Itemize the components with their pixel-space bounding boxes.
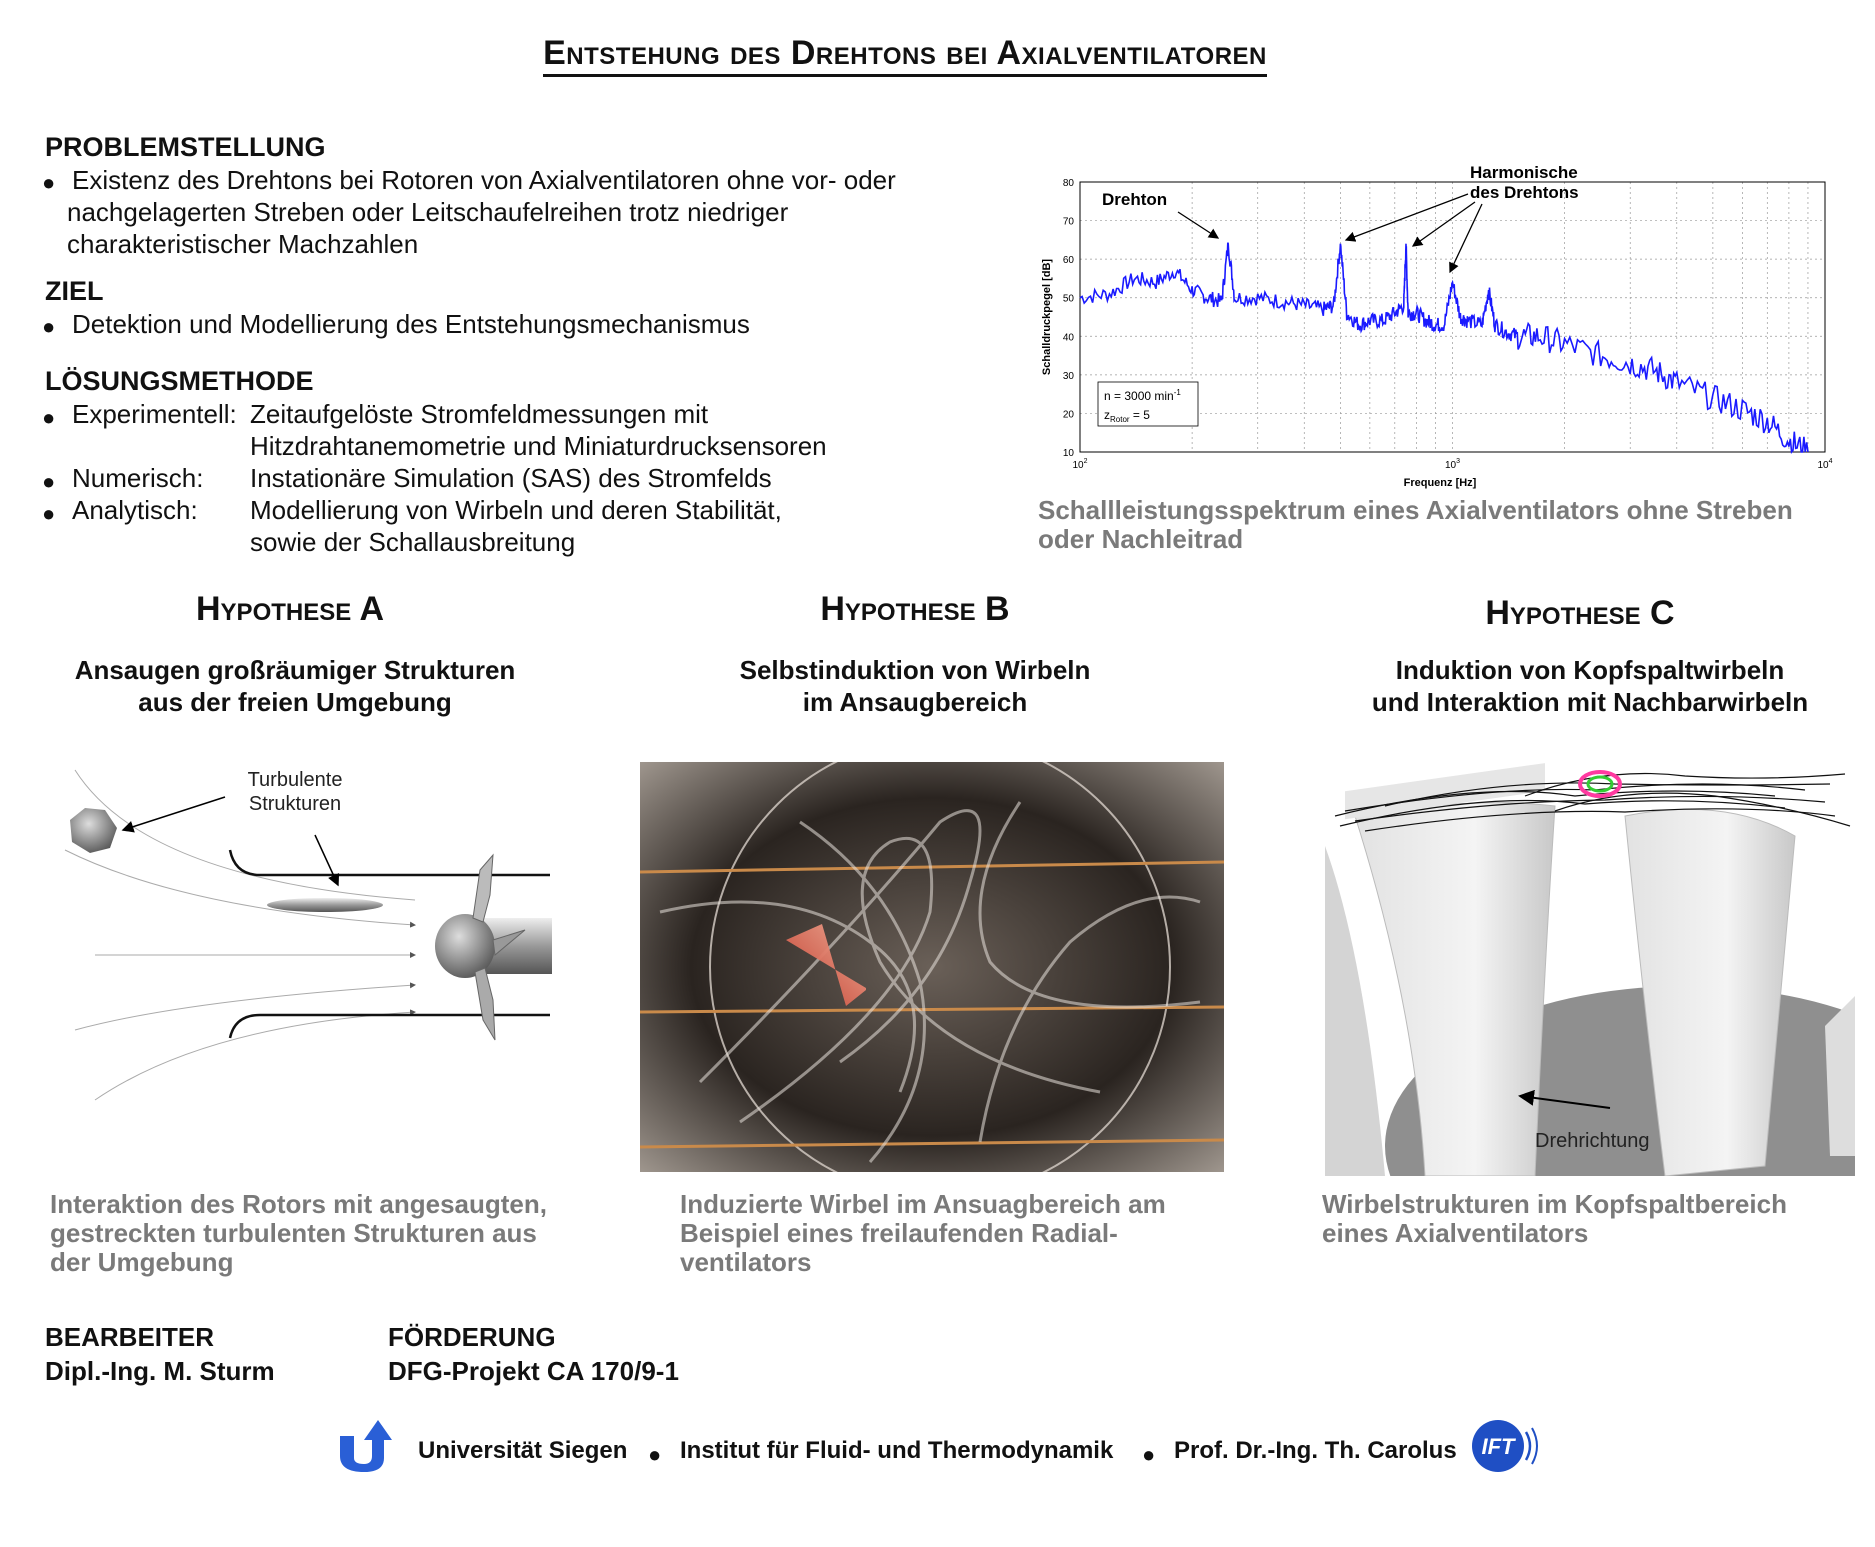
streamline [65, 850, 415, 925]
chart-caption-line: oder Nachleitrad [1038, 524, 1244, 554]
label-strukturen: Strukturen [248, 793, 342, 815]
method-text: Modellierung von Wirbeln und deren Stabilität, [250, 495, 782, 525]
hypothesis-c-simulation [1325, 756, 1855, 1176]
ift-logo-icon [1472, 1418, 1542, 1474]
stretched-structure [267, 898, 383, 912]
chart-caption [1038, 496, 1858, 554]
page-title [0, 34, 1810, 73]
turbulent-structure-blob [70, 808, 117, 853]
bullet: ● [42, 170, 56, 195]
bullet: ● [42, 405, 56, 430]
y-tick-label: 50 [1062, 293, 1074, 305]
caption-line: Induzierte Wirbel im Ansuagbereich am [680, 1189, 1166, 1219]
subtitle-line: aus der freien Umgebung [138, 687, 452, 717]
x-tick-labels [1072, 458, 1832, 471]
streamline [75, 770, 415, 900]
subtitle-line: Selbstinduktion von Wirbeln [739, 655, 1091, 685]
method-text: sowie der Schallausbreitung [250, 527, 576, 557]
caption-line: gestreckten turbulenten Strukturen aus [50, 1218, 537, 1248]
label-drehrichtung: Drehrichtung [1535, 1130, 1650, 1152]
caption-line: ventilators [680, 1247, 812, 1277]
streamline [95, 1012, 415, 1100]
y-axis-label: Schalldruckpegel [dB] [1041, 258, 1053, 376]
foerderung-block [388, 1320, 679, 1388]
problem-line-3: charakteristischer Machzahlen [67, 229, 419, 259]
bullet: ● [648, 1442, 662, 1467]
rotor-blade [475, 968, 495, 1040]
ziel-line: Detektion und Modellierung des Entstehungsmechanismus [72, 309, 750, 339]
inlet-wall-top [230, 850, 550, 875]
chart-caption-line: Schallleistungsspektrum eines Axialventilators ohne Streben [1038, 495, 1793, 525]
method-text: Zeitaufgelöste Stromfeldmessungen mit [250, 399, 709, 429]
method-text: Instationäre Simulation (SAS) des Stromfelds [250, 463, 772, 493]
subtitle-line: und Interaktion mit Nachbarwirbeln [1371, 687, 1809, 717]
method-text: Hitzdrahtanemometrie und Miniaturdrucksensoren [250, 431, 827, 461]
y-tick-label: 10 [1062, 448, 1074, 459]
label-arrow [315, 835, 338, 885]
rotor-blade [473, 855, 493, 922]
footer-professor: Prof. Dr.-Ing. Th. Carolus [1174, 1437, 1457, 1464]
bullet: ● [42, 314, 56, 339]
streamline [75, 985, 415, 1030]
ziel-heading: ZIEL [45, 276, 104, 306]
bullet: ● [1142, 1442, 1156, 1467]
caption-line: der Umgebung [50, 1247, 234, 1277]
bullet: ● [42, 469, 56, 494]
y-tick-label: 80 [1062, 178, 1074, 189]
rotor-hub [435, 914, 495, 978]
arrow-harm-3 [1450, 204, 1482, 272]
annotation-harmonische: Harmonische [1470, 163, 1578, 182]
y-tick-label: 40 [1062, 332, 1074, 344]
footer-university: Universität Siegen [418, 1437, 628, 1464]
label-turbulente: Turbulente [247, 769, 343, 791]
hypothesis-b-title: Hypothese B [820, 590, 1010, 628]
footer-institute: Institut für Fluid- und Thermodynamik [680, 1437, 1114, 1464]
y-tick-labels [1063, 178, 1075, 459]
hypothesis-c-subtitle [1340, 654, 1840, 718]
hypothesis-a-diagram [55, 760, 565, 1120]
hypothesis-a-subtitle [40, 654, 550, 718]
y-tick-label: 30 [1062, 370, 1074, 382]
hypothesis-b-photo [640, 762, 1224, 1172]
subtitle-line: im Ansaugbereich [802, 687, 1028, 717]
method-label-numerisch: Numerisch: [72, 463, 204, 493]
method-label-analytisch: Analytisch: [72, 495, 198, 525]
x-tick-label: $10^4$ [1817, 458, 1833, 471]
university-logo-icon [338, 1418, 394, 1474]
label-arrow [123, 797, 225, 830]
hypothesis-b-subtitle [680, 654, 1150, 718]
annotation-des-drehtons: des Drehtons [1470, 183, 1579, 202]
caption-line: Interaktion des Rotors mit angesaugten, [50, 1189, 547, 1219]
rotor-speed: n = 3000 $\min^{-1}$ [1104, 388, 1181, 403]
method-label-experimentell: Experimentell: [72, 399, 237, 429]
hypothesis-c-title: Hypothese C [1485, 594, 1675, 632]
loesung-heading: LÖSUNGSMETHODE [45, 366, 314, 396]
hypothesis-a-caption [50, 1190, 610, 1277]
foerderung-name: DFG-Projekt CA 170/9-1 [388, 1356, 679, 1386]
caption-line: eines Axialventilators [1322, 1218, 1589, 1248]
problem-heading: PROBLEMSTELLUNG [45, 132, 326, 162]
arrow-drehton [1178, 212, 1218, 238]
annotation-drehton: Drehton [1102, 190, 1168, 209]
y-tick-label: 60 [1062, 255, 1074, 267]
subtitle-line: Ansaugen großräumiger Strukturen [74, 655, 516, 685]
ift-logo-text: IFT [1481, 1434, 1515, 1459]
x-tick-label: $10^3$ [1444, 458, 1461, 471]
title-text: Entstehung des Drehtons bei Axialventilatoren [543, 34, 1267, 77]
foerderung-heading: FÖRDERUNG [388, 1322, 556, 1352]
bearbeiter-name: Dipl.-Ing. M. Sturm [45, 1356, 275, 1386]
hypothesis-a-title: Hypothese A [196, 590, 384, 628]
inlet-wall-bottom [230, 1015, 550, 1038]
hypothesis-c-caption [1322, 1190, 1862, 1248]
hypothesis-b-caption [680, 1190, 1240, 1277]
y-tick-label: 20 [1062, 409, 1074, 421]
arrow-harm-1 [1346, 194, 1468, 240]
x-tick-label: $10^2$ [1072, 458, 1088, 471]
bearbeiter-block [45, 1320, 275, 1388]
blade-count: $z_{Rotor} = 5$ [1104, 408, 1150, 424]
y-tick-label: 70 [1062, 216, 1074, 228]
subtitle-line: Induktion von Kopfspaltwirbeln [1395, 655, 1785, 685]
problem-line-1: Existenz des Drehtons bei Rotoren von Axialventilatoren ohne vor- oder [72, 165, 896, 195]
caption-line: Wirbelstrukturen im Kopfspaltbereich [1322, 1189, 1787, 1219]
bearbeiter-heading: BEARBEITER [45, 1322, 215, 1352]
problem-line-2: nachgelagerten Streben oder Leitschaufelreihen trotz niedriger [67, 197, 789, 227]
bullet: ● [42, 501, 56, 526]
caption-line: Beispiel eines freilaufenden Radial- [680, 1218, 1118, 1248]
x-axis-label: Frequenz [Hz] [1403, 477, 1477, 489]
spectrum-chart [1030, 160, 1850, 500]
